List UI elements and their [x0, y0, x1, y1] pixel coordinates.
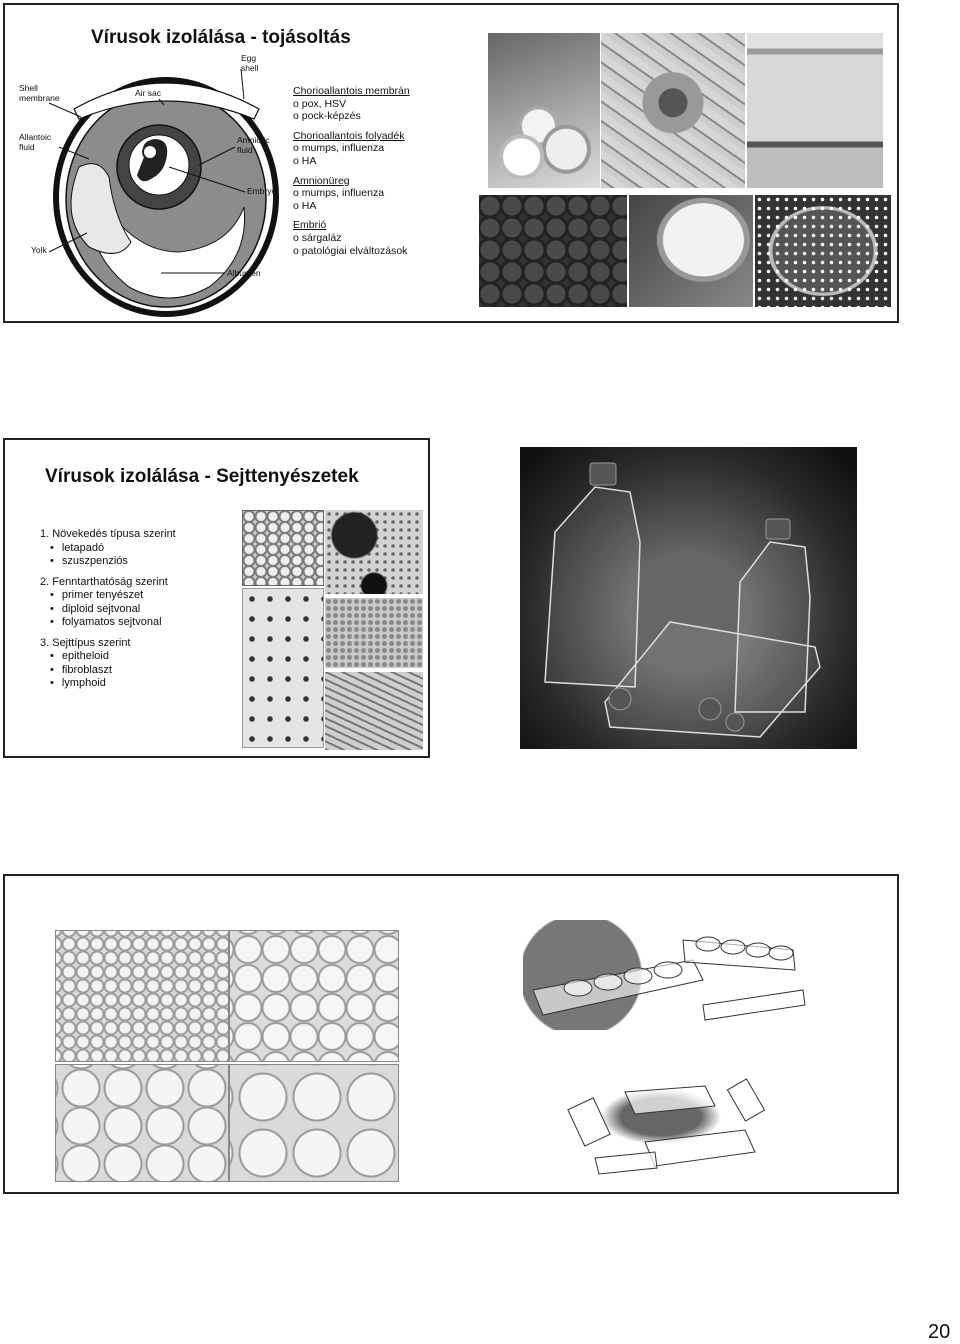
- svg-text:Shellmembrane: Shell membrane: [19, 83, 60, 103]
- epithelioid-cells-micrograph: [325, 598, 423, 668]
- culture-flasks-photo: [520, 447, 857, 749]
- page-number: 20: [928, 1321, 951, 1343]
- svg-text:Embryo: Embryo: [247, 186, 277, 196]
- cell-type-micrographs: [242, 588, 324, 748]
- suspension-cells-micrograph: [325, 510, 423, 594]
- note-group: Chorioallantois membrán o pox, HSV o pock-képzés: [293, 85, 410, 123]
- list-section: 3. Sejttípus szerint • epitheloid • fibroblaszt • lymphoid: [40, 637, 176, 691]
- slide-cell-culture: [3, 438, 430, 758]
- egg-anatomy-diagram: [19, 47, 289, 323]
- egg-injection-photo: [488, 33, 600, 188]
- chorioallantoic-membrane-photo: [601, 33, 745, 188]
- 96-well-plate-photo: [55, 930, 229, 1062]
- strip-chambers-photo: [523, 920, 811, 1030]
- egg-opening-photo: [629, 195, 753, 307]
- svg-text:Eggshell: Egg shell: [241, 53, 259, 73]
- adherent-cells-micrograph: [242, 510, 324, 586]
- egg-tray-photo: [479, 195, 627, 307]
- cell-culture-classification: [40, 528, 176, 698]
- 6-well-plate-photo: [229, 1064, 399, 1182]
- slide-culture-plates: [3, 874, 899, 1194]
- note-group: Chorioallantois folyadék o mumps, influenza o HA: [293, 129, 405, 167]
- svg-text:Air sac: Air sac: [135, 88, 161, 98]
- note-group: Amnionüreg o mumps, influenza o HA: [293, 174, 385, 212]
- egg-incubator-photo: [747, 33, 883, 188]
- slide-title: Vírusok izolálása - Sejttenyészetek: [45, 466, 359, 487]
- svg-text:Albumen: Albumen: [227, 268, 261, 278]
- list-section: 2. Fenntarthatóság szerint • primer tenyészet • diploid sejtvonal • folyamatos sejtvonal: [40, 576, 176, 630]
- svg-text:Amnioticfluid: Amniotic fluid: [237, 135, 270, 155]
- slide-title: Vírusok izolálása - tojásoltás: [91, 27, 351, 48]
- pock-lesions-photo: [755, 195, 891, 307]
- svg-text:Allantoicfluid: Allantoic fluid: [19, 132, 52, 152]
- egg-inoculation-notes: [293, 85, 410, 264]
- note-group: Embrió o sárgaláz o patológiai elváltozások: [293, 219, 408, 257]
- 12-well-plate-photo: [55, 1064, 229, 1182]
- slide-egg-inoculation: [3, 3, 899, 323]
- culture-flasks-illustration: [520, 447, 857, 749]
- chamber-slides-photo: [565, 1072, 805, 1184]
- 24-well-plate-photo: [229, 930, 399, 1062]
- svg-text:Yolk: Yolk: [31, 245, 47, 255]
- list-section: 1. Növekedés típusa szerint • letapadó • szuszpenziós: [40, 528, 176, 569]
- fibroblast-cells-micrograph: [325, 672, 423, 750]
